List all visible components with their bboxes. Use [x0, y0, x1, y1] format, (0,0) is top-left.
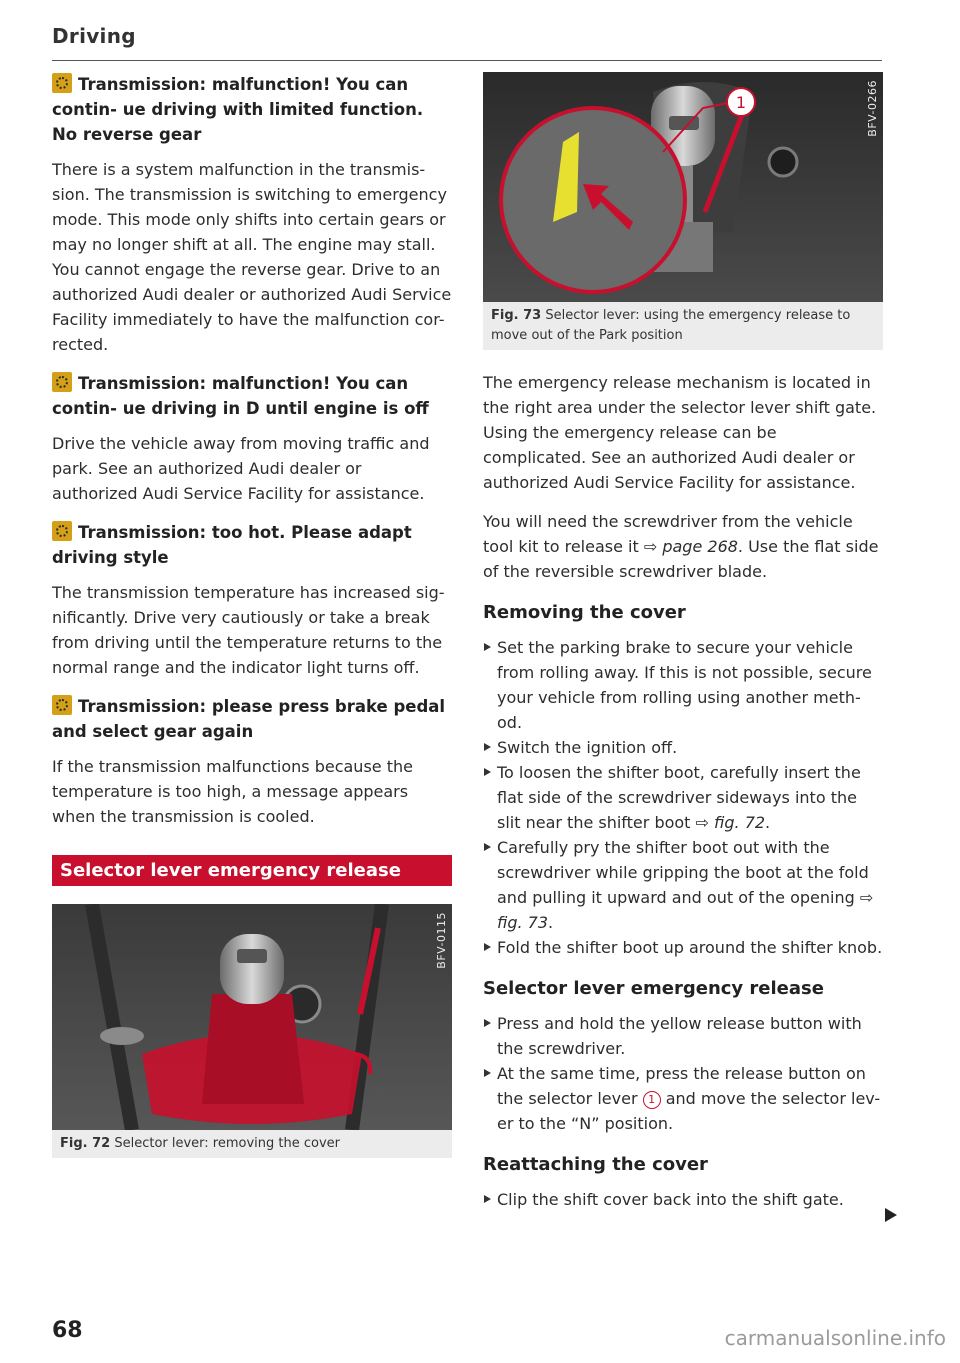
chapter-title: Driving — [52, 24, 136, 48]
page-number: 68 — [52, 1318, 83, 1343]
fig-72-code: BFV-0115 — [435, 912, 448, 969]
list-item: Fold the shifter boot up around the shifter knob. — [483, 935, 883, 960]
fig-72-image — [52, 904, 452, 1130]
fig72-shift-knob — [220, 934, 284, 1004]
callout-1-marker: 1 — [643, 1091, 661, 1109]
warning-body-2: Drive the vehicle away from moving traffic and park. See an authorized Audi dealer or authorized Audi Service Facility for assistance. — [52, 434, 430, 503]
left-column — [52, 72, 452, 1158]
selector-lever-illustration — [52, 904, 452, 1130]
warning-heading-3: Transmission: too hot. Please adapt driving style — [52, 523, 412, 567]
list-item: Press and hold the yellow release button with the screwdriver. — [483, 1011, 883, 1061]
continue-arrow-icon — [885, 1208, 897, 1222]
warning-heading-2: Transmission: malfunction! You can contin- ue driving in D until engine is off — [52, 374, 429, 418]
fig-72-link[interactable]: ⇨ fig. 72 — [695, 813, 766, 832]
figure-72 — [52, 904, 452, 1158]
header-rule — [52, 60, 882, 61]
warning-heading-4: Transmission: please press brake pedal and select gear again — [52, 697, 446, 741]
heading-emergency-release: Selector lever emergency release — [483, 978, 824, 999]
fig-73-code: BFV-0266 — [866, 80, 879, 137]
list-item: Clip the shift cover back into the shift gate. — [483, 1187, 883, 1212]
right-column — [483, 72, 883, 1212]
warning-body-1: There is a system malfunction in the transmis- sion. The transmission is switching to emergency mode. This mode only shifts into certain gears or may no longer shift at all. The engine may stall. You cannot engage the reverse gear. Drive to an authorized Audi dealer or authorized Audi Service Facility immediately to have the malfunction cor- rected. — [52, 160, 452, 354]
release-steps — [483, 1011, 883, 1136]
page-header — [52, 24, 882, 61]
heading-removing-cover: Removing the cover — [483, 602, 686, 623]
emergency-release-illustration — [483, 72, 883, 302]
figure-73 — [483, 72, 883, 350]
reattach-steps — [483, 1187, 883, 1212]
warning-body-4: If the transmission malfunctions because the temperature is too high, a message appears when the transmission is cooled. — [52, 757, 413, 826]
watermark: carmanualsonline.info — [724, 1326, 946, 1350]
list-item: Set the parking brake to secure your vehicle from rolling away. If this is not possible, secure your vehicle from rolling using another meth- od. — [483, 635, 883, 735]
tool-paragraph: You will need the screwdriver from the vehicle tool kit to release it ⇨ page 268. Use the flat side of the reversible screwdriver blade. — [483, 512, 879, 581]
list-item: At the same time, press the release button on the selector lever 1 and move the selector lev- er to the “N” position. — [483, 1061, 883, 1136]
transmission-warning-icon — [52, 73, 72, 93]
fig72-button-left — [100, 1027, 144, 1045]
list-item: To loosen the shifter boot, carefully insert the flat side of the screwdriver sideways into the slit near the shifter boot ⇨ fig. 72. — [483, 760, 883, 835]
heading-reattaching-cover: Reattaching the cover — [483, 1154, 708, 1175]
warning-heading-1: Transmission: malfunction! You can contin- ue driving with limited function. No reverse gear — [52, 75, 424, 144]
fig-73-image — [483, 72, 883, 302]
page-268-link[interactable]: ⇨ page 268 — [643, 537, 738, 556]
list-item: Switch the ignition off. — [483, 735, 883, 760]
section-title: Selector lever emergency release — [52, 855, 452, 886]
warning-body-3: The transmission temperature has increased sig- nificantly. Drive very cautiously or take a break from driving until the temperature returns to the normal range and the indicator light turns off. — [52, 583, 445, 677]
fig72-shifter-boot — [202, 994, 304, 1104]
list-item: Carefully pry the shifter boot out with the screwdriver while gripping the boot at the fold and pulling it upward and out of the opening ⇨ fig. 73. — [483, 835, 883, 935]
fig-73-link[interactable]: ⇨ fig. 73 — [497, 888, 874, 932]
fig-73-caption: Fig. 73 Selector lever: using the emergency release to move out of the Park position — [491, 308, 851, 343]
fig-72-caption: Fig. 72 Selector lever: removing the cover — [60, 1136, 341, 1151]
transmission-warning-icon — [52, 695, 72, 715]
transmission-warning-icon — [52, 372, 72, 392]
intro-paragraph: The emergency release mechanism is located in the right area under the selector lever shift gate. Using the emergency release can be complicated. See an authorized Audi dealer or authorized Audi Service Facility for assistance. — [483, 373, 877, 492]
transmission-warning-icon — [52, 521, 72, 541]
removing-steps — [483, 635, 883, 960]
fig73-callout-number: 1 — [735, 93, 747, 112]
